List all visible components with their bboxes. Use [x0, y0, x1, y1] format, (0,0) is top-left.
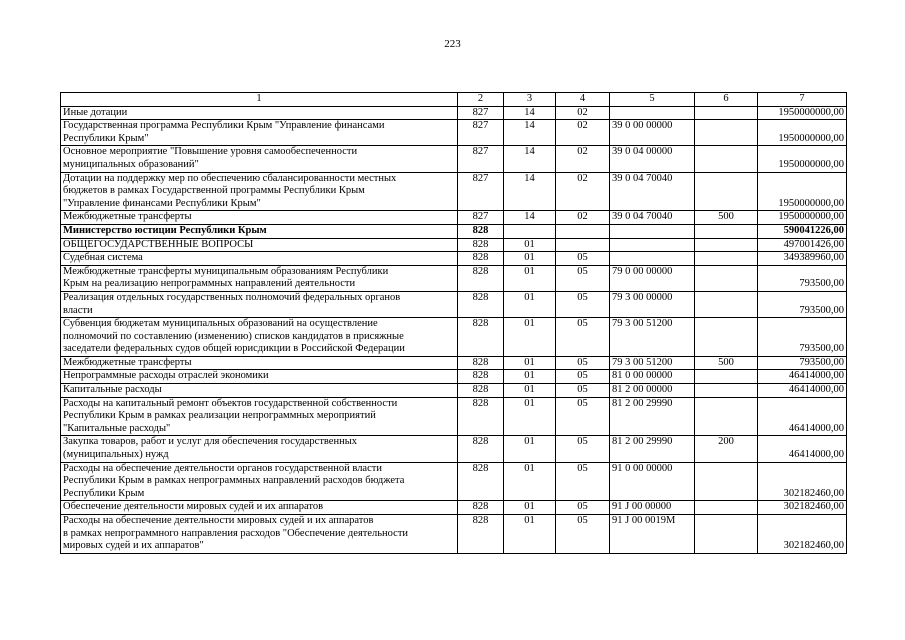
- table-row: [61, 106, 847, 120]
- row-target-cell: 81 2 00 29990: [610, 436, 695, 462]
- row-amount-cell: 1950000000,00: [758, 211, 847, 225]
- row-type-cell: [695, 252, 758, 266]
- row-type-cell: [695, 501, 758, 515]
- row-code-cell: 828: [458, 252, 504, 266]
- row-subsection-cell: 05: [556, 501, 610, 515]
- header-cell: 6: [695, 93, 758, 107]
- header-cell: 1: [61, 93, 458, 107]
- row-target-cell: 91 J 00 00000: [610, 501, 695, 515]
- row-subsection-cell: [556, 238, 610, 252]
- row-amount-cell: 46414000,00: [758, 370, 847, 384]
- row-code-cell: 828: [458, 384, 504, 398]
- row-name-cell: Межбюджетные трансферты: [61, 356, 458, 370]
- row-code-cell: 827: [458, 146, 504, 172]
- row-amount-cell: 590041226,00: [758, 224, 847, 238]
- row-name-cell: Капитальные расходы: [61, 384, 458, 398]
- row-code-cell: 828: [458, 238, 504, 252]
- table-row: [61, 515, 847, 554]
- table-row: [61, 238, 847, 252]
- row-type-cell: [695, 120, 758, 146]
- header-cell: 5: [610, 93, 695, 107]
- row-amount-cell: 1950000000,00: [758, 106, 847, 120]
- row-code-cell: 827: [458, 106, 504, 120]
- row-target-cell: 79 3 00 51200: [610, 318, 695, 357]
- row-code-cell: 828: [458, 265, 504, 291]
- table-row: [61, 146, 847, 172]
- row-name-cell: Расходы на капитальный ремонт объектов государственной собственности Республики Крым в рамках реализации непрограммных мероприятий "Капитальные расходы": [61, 397, 458, 436]
- row-section-cell: 01: [504, 356, 556, 370]
- row-section-cell: [504, 224, 556, 238]
- table-row: [61, 384, 847, 398]
- row-section-cell: 14: [504, 172, 556, 211]
- header-cell: 7: [758, 93, 847, 107]
- row-subsection-cell: 05: [556, 384, 610, 398]
- row-target-cell: [610, 252, 695, 266]
- header-cell: 4: [556, 93, 610, 107]
- row-code-cell: 828: [458, 515, 504, 554]
- row-section-cell: 01: [504, 384, 556, 398]
- row-name-cell: Государственная программа Республики Крым "Управление финансами Республики Крым": [61, 120, 458, 146]
- table-row: [61, 224, 847, 238]
- row-code-cell: 828: [458, 501, 504, 515]
- row-amount-cell: 793500,00: [758, 291, 847, 317]
- row-amount-cell: 349389960,00: [758, 252, 847, 266]
- row-subsection-cell: 02: [556, 106, 610, 120]
- row-subsection-cell: 05: [556, 252, 610, 266]
- table-row: [61, 501, 847, 515]
- row-subsection-cell: 05: [556, 356, 610, 370]
- row-amount-cell: 302182460,00: [758, 515, 847, 554]
- row-amount-cell: 1950000000,00: [758, 120, 847, 146]
- row-section-cell: 14: [504, 106, 556, 120]
- row-target-cell: 79 3 00 51200: [610, 356, 695, 370]
- table-row: [61, 370, 847, 384]
- row-target-cell: 91 J 00 0019M: [610, 515, 695, 554]
- row-section-cell: 01: [504, 436, 556, 462]
- table-row: [61, 172, 847, 211]
- row-subsection-cell: [556, 224, 610, 238]
- row-section-cell: 14: [504, 146, 556, 172]
- row-code-cell: 828: [458, 436, 504, 462]
- row-subsection-cell: 05: [556, 291, 610, 317]
- row-type-cell: [695, 384, 758, 398]
- row-subsection-cell: 05: [556, 265, 610, 291]
- table-row: [61, 252, 847, 266]
- row-name-cell: Непрограммные расходы отраслей экономики: [61, 370, 458, 384]
- row-section-cell: 01: [504, 515, 556, 554]
- row-name-cell: Расходы на обеспечение деятельности мировых судей и их аппаратов в рамках непрограммного направления расходов "Обеспечение деятельности мировых судей и их аппаратов": [61, 515, 458, 554]
- row-name-cell: Министерство юстиции Республики Крым: [61, 224, 458, 238]
- page-number: 223: [444, 38, 461, 50]
- row-name-cell: Закупка товаров, работ и услуг для обеспечения государственных (муниципальных) нужд: [61, 436, 458, 462]
- row-type-cell: [695, 106, 758, 120]
- row-name-cell: Иные дотации: [61, 106, 458, 120]
- row-target-cell: 39 0 04 70040: [610, 211, 695, 225]
- row-target-cell: 39 0 04 00000: [610, 146, 695, 172]
- row-name-cell: ОБЩЕГОСУДАРСТВЕННЫЕ ВОПРОСЫ: [61, 238, 458, 252]
- row-name-cell: Обеспечение деятельности мировых судей и их аппаратов: [61, 501, 458, 515]
- row-subsection-cell: 05: [556, 462, 610, 501]
- row-target-cell: 79 0 00 00000: [610, 265, 695, 291]
- row-amount-cell: 46414000,00: [758, 436, 847, 462]
- table-row: [61, 318, 847, 357]
- budget-table: [60, 92, 847, 554]
- row-target-cell: 81 2 00 29990: [610, 397, 695, 436]
- row-section-cell: 01: [504, 238, 556, 252]
- row-amount-cell: 793500,00: [758, 318, 847, 357]
- row-amount-cell: 497001426,00: [758, 238, 847, 252]
- row-section-cell: 14: [504, 211, 556, 225]
- row-section-cell: 01: [504, 501, 556, 515]
- row-code-cell: 828: [458, 370, 504, 384]
- row-amount-cell: 1950000000,00: [758, 146, 847, 172]
- row-type-cell: 200: [695, 436, 758, 462]
- row-type-cell: [695, 397, 758, 436]
- row-target-cell: 39 0 00 00000: [610, 120, 695, 146]
- header-cell: 3: [504, 93, 556, 107]
- row-name-cell: Дотации на поддержку мер по обеспечению сбалансированности местных бюджетов в рамках Государственной программы Республики Крым "Управление финансами Республики Крым": [61, 172, 458, 211]
- row-type-cell: 500: [695, 356, 758, 370]
- table-row: [61, 211, 847, 225]
- row-type-cell: [695, 238, 758, 252]
- row-section-cell: 14: [504, 120, 556, 146]
- row-code-cell: 828: [458, 318, 504, 357]
- table-row: [61, 265, 847, 291]
- row-amount-cell: 793500,00: [758, 265, 847, 291]
- row-amount-cell: 793500,00: [758, 356, 847, 370]
- row-type-cell: [695, 515, 758, 554]
- row-name-cell: Основное мероприятие "Повышение уровня самообеспеченности муниципальных образований": [61, 146, 458, 172]
- header-cell: 2: [458, 93, 504, 107]
- row-subsection-cell: 02: [556, 120, 610, 146]
- row-section-cell: 01: [504, 370, 556, 384]
- row-amount-cell: 302182460,00: [758, 501, 847, 515]
- row-subsection-cell: 05: [556, 318, 610, 357]
- row-subsection-cell: 05: [556, 370, 610, 384]
- row-subsection-cell: 02: [556, 146, 610, 172]
- table-row: [61, 291, 847, 317]
- row-name-cell: Расходы на обеспечение деятельности органов государственной власти Республики Крым в рамках непрограммных направлений расходов бюджета Республики Крым: [61, 462, 458, 501]
- row-target-cell: [610, 238, 695, 252]
- row-type-cell: [695, 265, 758, 291]
- row-name-cell: Межбюджетные трансферты: [61, 211, 458, 225]
- table-row: [61, 462, 847, 501]
- row-amount-cell: 46414000,00: [758, 397, 847, 436]
- row-code-cell: 828: [458, 224, 504, 238]
- row-code-cell: 828: [458, 462, 504, 501]
- table-row: [61, 356, 847, 370]
- row-type-cell: [695, 224, 758, 238]
- row-target-cell: 81 0 00 00000: [610, 370, 695, 384]
- row-type-cell: [695, 318, 758, 357]
- row-section-cell: 01: [504, 462, 556, 501]
- row-section-cell: 01: [504, 291, 556, 317]
- row-amount-cell: 46414000,00: [758, 384, 847, 398]
- row-target-cell: [610, 106, 695, 120]
- row-code-cell: 828: [458, 356, 504, 370]
- row-target-cell: [610, 224, 695, 238]
- row-type-cell: [695, 172, 758, 211]
- row-subsection-cell: 05: [556, 515, 610, 554]
- row-type-cell: [695, 370, 758, 384]
- row-subsection-cell: 05: [556, 436, 610, 462]
- row-type-cell: [695, 462, 758, 501]
- row-subsection-cell: 05: [556, 397, 610, 436]
- table-row: [61, 120, 847, 146]
- row-type-cell: 500: [695, 211, 758, 225]
- table-row: [61, 436, 847, 462]
- row-name-cell: Судебная система: [61, 252, 458, 266]
- row-section-cell: 01: [504, 318, 556, 357]
- row-code-cell: 827: [458, 120, 504, 146]
- row-subsection-cell: 02: [556, 211, 610, 225]
- row-code-cell: 827: [458, 172, 504, 211]
- row-type-cell: [695, 146, 758, 172]
- header-row: [61, 93, 847, 107]
- row-target-cell: 39 0 04 70040: [610, 172, 695, 211]
- row-code-cell: 828: [458, 397, 504, 436]
- row-code-cell: 828: [458, 291, 504, 317]
- row-section-cell: 01: [504, 252, 556, 266]
- row-section-cell: 01: [504, 397, 556, 436]
- row-name-cell: Субвенция бюджетам муниципальных образований на осуществление полномочий по составлению (изменению) списков кандидатов в присяжные заседатели федеральных судов общей юрисдикции в Российской Федерации: [61, 318, 458, 357]
- row-code-cell: 827: [458, 211, 504, 225]
- row-target-cell: 81 2 00 00000: [610, 384, 695, 398]
- table-row: [61, 397, 847, 436]
- row-target-cell: 91 0 00 00000: [610, 462, 695, 501]
- row-amount-cell: 1950000000,00: [758, 172, 847, 211]
- row-amount-cell: 302182460,00: [758, 462, 847, 501]
- row-subsection-cell: 02: [556, 172, 610, 211]
- row-name-cell: Реализация отдельных государственных полномочий федеральных органов власти: [61, 291, 458, 317]
- row-section-cell: 01: [504, 265, 556, 291]
- row-name-cell: Межбюджетные трансферты муниципальным образованиям Республики Крым на реализацию непрограммных направлений деятельности: [61, 265, 458, 291]
- row-type-cell: [695, 291, 758, 317]
- row-target-cell: 79 3 00 00000: [610, 291, 695, 317]
